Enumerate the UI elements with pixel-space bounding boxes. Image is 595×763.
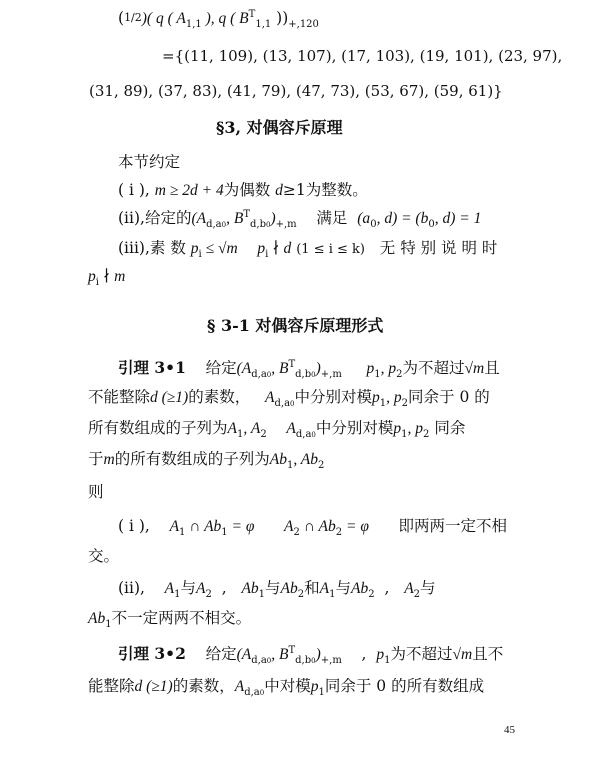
lemma-3-2-line1: 引理 3•2 给定($A_{d,a0}$, $B^T_{d,b0})_{+,m}$ , $p_1$为不超过√m且不 <box>118 644 504 667</box>
lemma-3-1-line4: 于m的所有数组成的子列为$Ab_1$, $Ab_2$ <box>88 450 325 472</box>
conventions-intro: 本节约定 <box>118 153 181 171</box>
lemma-3-2-title: 引理 3•2 <box>118 644 186 663</box>
lemma-3-1-then: 则 <box>88 483 104 501</box>
lemma-3-1-conclusion-ii: (ii), $A_1$与$A_2$ , $Ab_1$与$Ab_2$和$A_1$与$Ab_2$ , $A_2$与 <box>118 579 436 601</box>
formula-top-lhs: (1/2)( q ( $A_{1,1}$ ), q ( $B^T_{1,1}$ ))$_{+,120}$ <box>118 8 319 31</box>
formula-top-line1: ={(11, 109), (13, 107), (17, 103), (19, 101), (23, 97), <box>162 47 563 65</box>
lemma-3-2-line2: 能整除d (≥1)的素数，$A_{d,a0}$中对模$p_1$同余于 0 的所有数组成 <box>88 677 485 699</box>
lemma-3-1-line3: 所有数组成的子列为$A_1$, $A_2$ $A_{d,a0}$中分别对模$p_1$, $p_2$ 同余 <box>88 419 466 441</box>
formula-top-line2: (31, 89), (37, 83), (41, 79), (47, 73), (53, 67), (59, 61)} <box>89 82 503 100</box>
convention-iii-line2: $p_i$ ∤ m <box>88 268 126 289</box>
convention-i: ( i ), m ≥ 2d + 4为偶数 d≥1为整数。 <box>118 181 368 199</box>
lemma-3-1-conclusion-ii-line2: $Ab_1$不一定两两不相交。 <box>88 609 252 631</box>
lemma-3-1-title: 引理 3•1 <box>118 358 186 377</box>
lemma-3-1-line2: 不能整除d (≥1)的素数， $A_{d,a0}$中分别对模$p_1$, $p_2$同余于 0 的 <box>88 388 490 410</box>
page-number: 45 <box>504 724 515 736</box>
section-3-heading: §3, 对偶容斥原理 <box>216 118 343 137</box>
lemma-3-1-conclusion-i: ( i ), $A_1$ ∩ $Ab_1 = \varphi$ $A_2$ ∩ $Ab_2 = \varphi$ 即两两一定不相 <box>118 517 508 539</box>
lemma-3-1-line1: 引理 3•1 给定($A_{d,a0}$, $B^T_{d,b0})_{+,m}$ $p_1$, $p_2$为不超过√m且 <box>118 358 500 381</box>
convention-iii: (iii),素 数 $p_i \le √m$ $p_i$ ∤ d (1 ≤ i ≤ k) 无 特 别 说 明 时 <box>118 239 498 261</box>
convention-ii: (ii),给定的($A_{d,a0}$, $B^T_{d,b0})_{+,m}$ 满足 ($a_0$, $d) = (b_0$, d) = 1 <box>118 208 482 231</box>
section-3-1-heading: § 3-1 对偶容斥原理形式 <box>207 316 384 335</box>
lemma-3-1-conclusion-i-line2: 交。 <box>88 547 120 565</box>
